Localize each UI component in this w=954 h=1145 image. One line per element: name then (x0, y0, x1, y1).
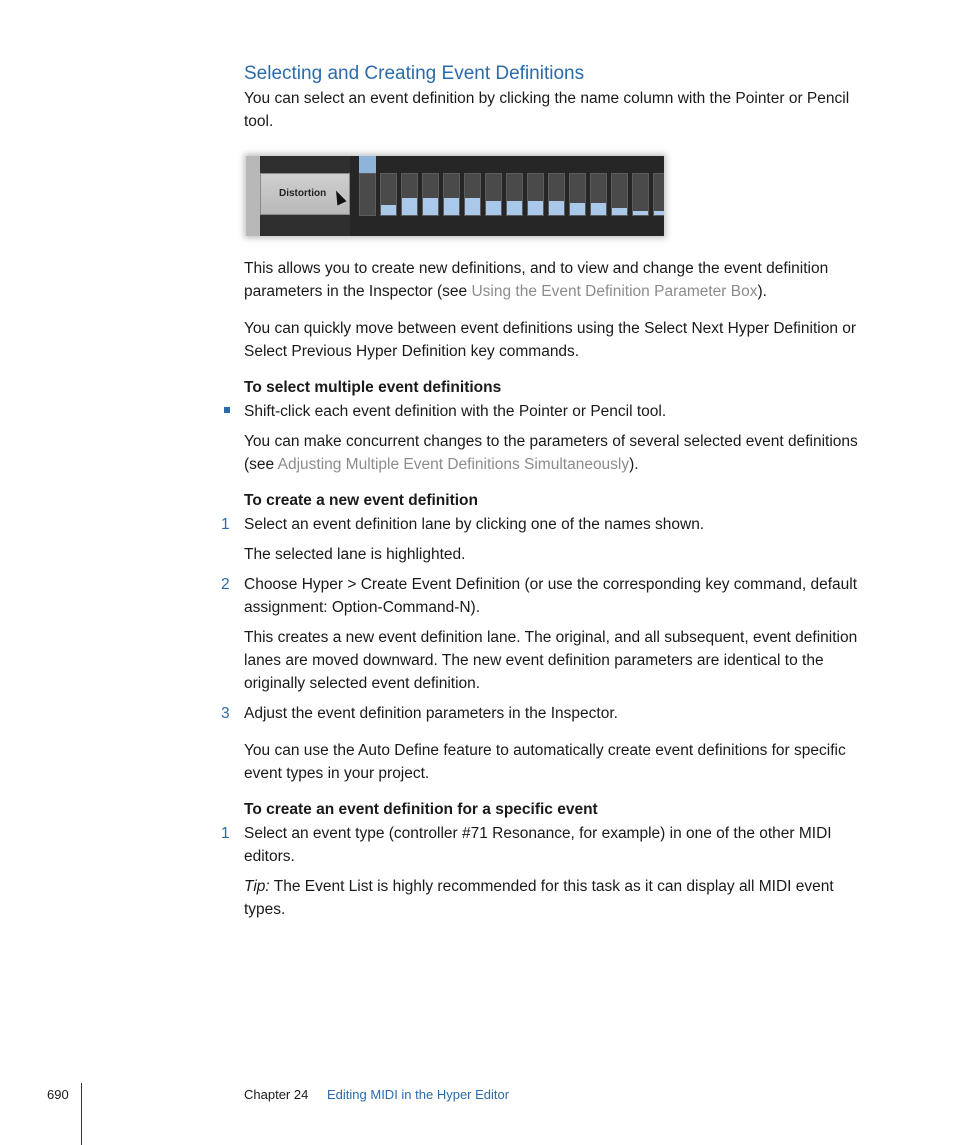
lane-cell-value-bar (465, 198, 480, 215)
bullet-text: Shift-click each event definition with the Pointer or Pencil tool. (244, 403, 667, 420)
page-number: 690 (47, 1087, 69, 1102)
lane-cell (380, 173, 397, 216)
paragraph-inspector-text: This allows you to create new definitions, and to view and change the event definition parameters in the Inspector (see (244, 260, 829, 300)
step-text: Adjust the event definition parameters in the Inspector. (244, 705, 618, 722)
lane-cell (632, 173, 649, 216)
paragraph-concurrent-text: You can make concurrent changes to the parameters of several selected event definitions (see (244, 433, 858, 473)
paragraph-inspector-end: ). (757, 283, 767, 300)
figure-left-edge (246, 156, 260, 236)
tip-paragraph (244, 875, 876, 921)
step-number: 2 (221, 576, 230, 593)
lane-cell-value-bar (528, 201, 543, 215)
step-note: The selected lane is highlighted. (244, 546, 466, 563)
step-number: 1 (221, 516, 230, 533)
lane-cell-value-bar (486, 201, 501, 215)
step-number: 1 (221, 825, 230, 842)
link-parameter-box[interactable]: Using the Event Definition Parameter Box (471, 283, 758, 300)
lane-cell (506, 173, 523, 216)
lane-cell (464, 173, 481, 216)
lane-cell (590, 173, 607, 216)
lane-cell (569, 173, 586, 216)
paragraph-key-commands: You can quickly move between event definitions using the Select Next Hyper Definition or Select Previous Hyper Definition key commands. (244, 320, 857, 360)
lane-cell (359, 173, 376, 216)
lane-name-label: Distortion (279, 188, 327, 199)
lane-cell-value-bar (570, 203, 585, 215)
event-lane-strip (350, 156, 664, 236)
step-text: Choose Hyper > Create Event Definition (or use the corresponding key command, default assignment: Option-Command-N). (244, 576, 858, 616)
lane-cell-value-bar (612, 208, 627, 215)
lane-cell-value-bar (549, 201, 564, 215)
step-text: Select an event definition lane by clicking one of the names shown. (244, 516, 705, 533)
lane-cell-value-bar (507, 201, 522, 215)
link-adjusting-multiple[interactable]: Adjusting Multiple Event Definitions Simultaneously (277, 456, 630, 473)
step-number: 3 (221, 705, 230, 722)
tip-label: Tip: (244, 878, 270, 895)
lane-cell (443, 173, 460, 216)
intro-paragraph: You can select an event definition by clicking the name column with the Pointer or Pencil tool. (244, 90, 850, 130)
lane-cell-value-bar (633, 211, 648, 215)
paragraph-auto-define: You can use the Auto Define feature to automatically create event definitions for specific event types in your project. (244, 742, 846, 782)
selected-lane-highlight (359, 156, 376, 173)
paragraph-inspector (244, 257, 876, 303)
lane-cell (401, 173, 418, 216)
step-text: Select an event type (controller #71 Resonance, for example) in one of the other MIDI editors. (244, 825, 832, 865)
lane-cell (485, 173, 502, 216)
step-note: This creates a new event definition lane. The original, and all subsequent, event definition lanes are moved downward. The new event definition parameters are identical to the originally selected event definition. (244, 629, 858, 692)
footer-divider (81, 1083, 82, 1145)
lane-cell (611, 173, 628, 216)
lane-cell-value-bar (444, 198, 459, 215)
paragraph-concurrent (244, 430, 876, 476)
lane-cell-value-bar (654, 211, 664, 215)
lane-cell-value-bar (423, 198, 438, 215)
bullet-icon (224, 407, 230, 413)
lane-cell-value-bar (381, 205, 396, 215)
chapter-label: Chapter 24 (244, 1087, 309, 1102)
tip-text: The Event List is highly recommended for this task as it can display all MIDI event types. (244, 878, 834, 918)
lane-cell-value-bar (402, 198, 417, 215)
lane-cell (653, 173, 664, 216)
heading-select-multiple: To select multiple event definitions (244, 379, 502, 396)
chapter-title[interactable]: Editing MIDI in the Hyper Editor (327, 1087, 510, 1102)
lane-cell (548, 173, 565, 216)
lane-cell (527, 173, 544, 216)
section-title: Selecting and Creating Event Definitions (244, 63, 585, 84)
lane-cell (422, 173, 439, 216)
heading-specific-event: To create an event definition for a specific event (244, 801, 598, 818)
hyper-editor-screenshot (246, 156, 664, 236)
heading-create-new: To create a new event definition (244, 492, 478, 509)
lane-cell-value-bar (591, 203, 606, 215)
paragraph-concurrent-end: ). (629, 456, 639, 473)
